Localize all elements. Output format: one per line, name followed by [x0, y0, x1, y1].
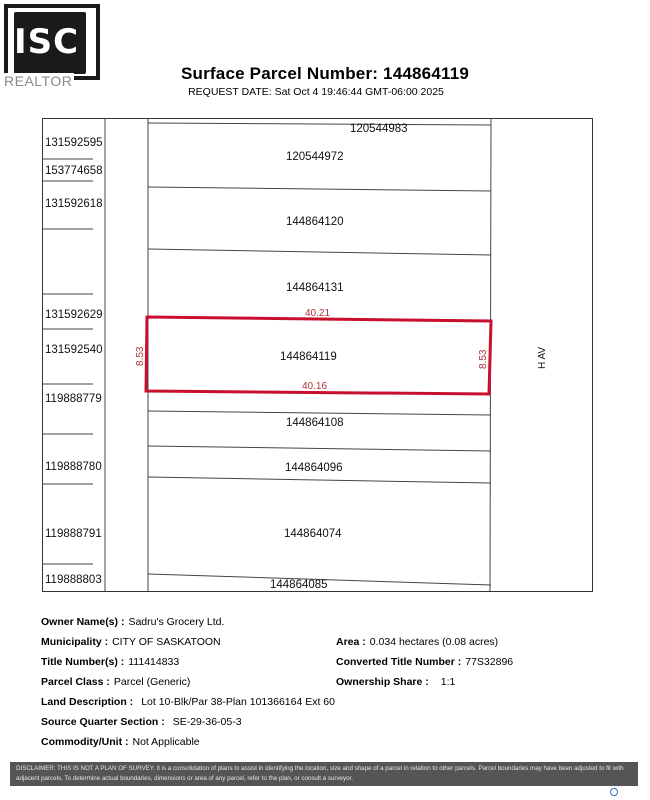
municipality-value: CITY OF SASKATOON — [112, 636, 221, 648]
owner-label: Owner Name(s) : — [41, 616, 125, 628]
municipality-row — [41, 636, 221, 648]
source-quarter-label: Source Quarter Section : — [41, 716, 165, 728]
area-row — [336, 636, 498, 648]
map-pin-icon — [610, 788, 618, 796]
left-parcel-label: 119888780 — [45, 461, 102, 473]
land-description-row — [41, 696, 335, 708]
left-parcel-labels — [45, 137, 103, 586]
owner-value: Sadru's Grocery Ltd. — [128, 616, 225, 628]
parcel-map — [42, 118, 593, 592]
owner-row — [41, 616, 224, 628]
title-number-label: Title Number(s) : — [41, 656, 125, 668]
commodity-row — [41, 736, 200, 748]
parcel-label: 144864074 — [284, 528, 342, 540]
parcel-class-value: Parcel (Generic) — [113, 676, 191, 688]
converted-title-row — [336, 656, 513, 668]
parcel-label: 144864096 — [285, 462, 343, 474]
parcel-class-row — [41, 676, 190, 688]
dimension-left-label: 8.53 — [135, 346, 146, 366]
left-parcel-label: 131592595 — [45, 137, 103, 149]
source-quarter-value: SE-29-36-05-3 — [172, 716, 242, 728]
parcel-label: 144864131 — [286, 282, 344, 294]
parcel-line — [148, 477, 491, 483]
parcel-line — [148, 123, 491, 125]
isc-logo-text: ISC — [14, 22, 80, 62]
converted-title-value: 77S32896 — [465, 656, 514, 668]
parcel-label: 144864085 — [270, 579, 328, 591]
parcel-label: 144864120 — [286, 216, 344, 228]
left-column-lines — [43, 159, 93, 564]
page-title: Surface Parcel Number: 144864119 — [180, 64, 470, 83]
subject-parcel-label: 144864119 — [280, 351, 337, 363]
title-number-row — [41, 656, 179, 668]
ownership-share-label: Ownership Share : — [336, 676, 429, 688]
left-parcel-label: 153774658 — [45, 165, 103, 177]
left-parcel-label: 131592618 — [45, 198, 103, 210]
left-parcel-label: 119888779 — [45, 393, 102, 405]
left-parcel-label: 119888803 — [45, 574, 102, 586]
ownership-share-value: 1:1 — [440, 676, 456, 688]
parcel-label: 120544983 — [350, 123, 408, 135]
area-label: Area : — [336, 636, 366, 648]
land-description-label: Land Description : — [41, 696, 134, 708]
dimension-top-label: 40.21 — [305, 308, 331, 319]
commodity-value: Not Applicable — [132, 736, 200, 748]
street-label: H AV — [537, 346, 548, 369]
ownership-share-row — [336, 676, 455, 688]
converted-title-label: Converted Title Number : — [336, 656, 462, 668]
land-description-value: Lot 10-Blk/Par 38-Plan 101366164 Ext 60 — [141, 696, 335, 708]
parcel-class-label: Parcel Class : — [41, 676, 110, 688]
parcel-label: 144864108 — [286, 417, 344, 429]
disclaimer-text: DISCLAIMER: THIS IS NOT A PLAN OF SURVEY. It is a consolidation of plans to assist in identifying the location, size and shape of a parcel in relation to other parcels. Parcel boundaries may have been adjusted to fit with adjacent parcels. To determine actual boundaries, dimensions or area of any parcel, refer to the plan, or consult a surveyor. — [10, 762, 638, 786]
realtor-logo-text: REALTOR — [4, 73, 73, 89]
left-parcel-label: 131592540 — [45, 344, 103, 356]
dimension-right-label: 8.53 — [478, 349, 489, 369]
parcel-line — [148, 249, 491, 255]
parcel-map-drawing — [43, 119, 593, 592]
area-value: 0.034 hectares (0.08 acres) — [369, 636, 499, 648]
title-number-value: 111414833 — [128, 656, 180, 668]
left-parcel-label: 119888791 — [45, 528, 102, 540]
parcel-line — [148, 411, 491, 415]
parcel-label: 120544972 — [286, 151, 344, 163]
municipality-label: Municipality : — [41, 636, 109, 648]
request-date: REQUEST DATE: Sat Oct 4 19:46:44 GMT-06:00 2025 — [188, 86, 444, 98]
left-parcel-label: 131592629 — [45, 309, 103, 321]
parcel-line — [148, 446, 491, 451]
parcel-line — [148, 187, 491, 191]
source-quarter-row — [41, 716, 242, 728]
commodity-label: Commodity/Unit : — [41, 736, 129, 748]
dimension-bottom-label: 40.16 — [302, 381, 328, 392]
block-parcel-labels — [270, 123, 408, 591]
